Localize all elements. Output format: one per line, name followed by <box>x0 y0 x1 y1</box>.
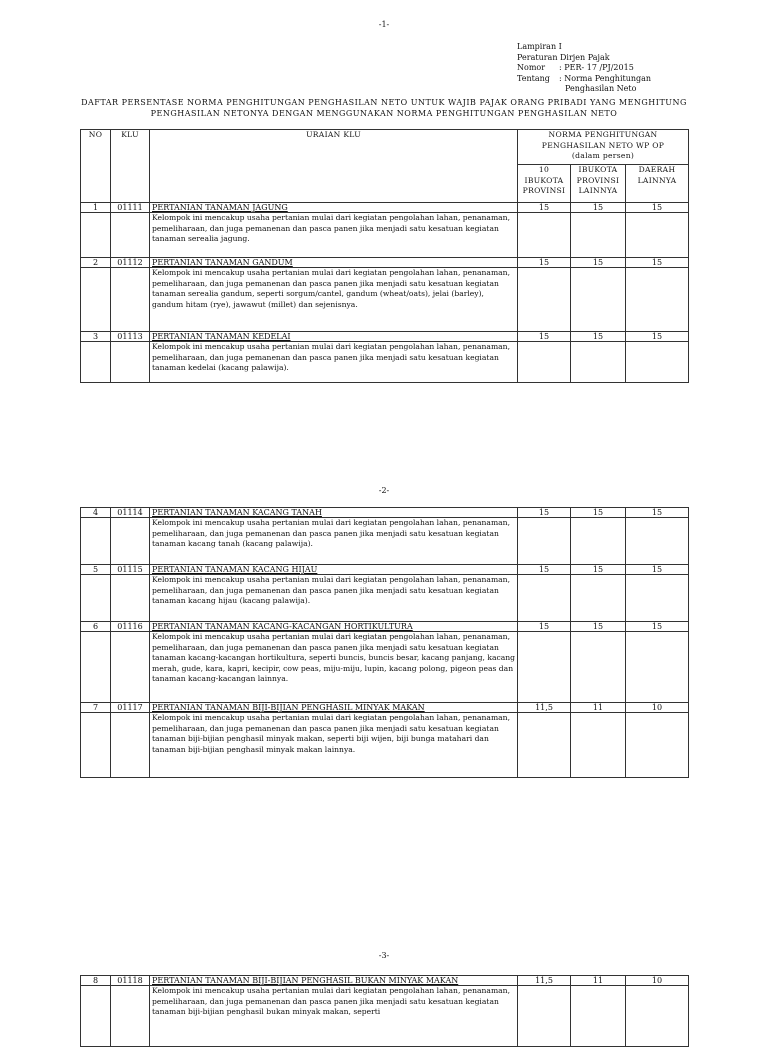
header-col3-line-2: LAINNYA <box>637 175 677 185</box>
table-row <box>81 332 689 342</box>
table-row-desc <box>81 518 689 565</box>
page-number: -3- <box>378 951 390 960</box>
header-col1-line-1: 10 <box>538 165 550 174</box>
document-title-line-2: PENGHASILAN NETONYA DENGAN MENGGUNAKAN NORMA PENGHITUNGAN PENGHASILAN NETO <box>150 109 618 118</box>
table-row-desc <box>81 268 689 332</box>
entry-klu: 01115 <box>111 565 150 575</box>
entry-no: 6 <box>81 622 111 632</box>
entry-description: Kelompok ini mencakup usaha pertanian mulai dari kegiatan pengolahan lahan, penanaman, pemeliharaan, dan juga pemanenan dan pasca panen jika menjadi satu kesatuan kegiatan tanaman biji-bijian penghasil minyak makan, seperti biji wijen, biji bunga matahari dan tanaman biji-bijian penghasil minyak makan lainnya. <box>150 713 518 778</box>
header-norma <box>518 130 689 165</box>
entry-klu: 01113 <box>111 332 150 342</box>
header-klu: KLU <box>111 130 150 203</box>
header-col3-line-1: DAERAH <box>638 165 676 174</box>
klu-table-page-3 <box>80 975 689 1047</box>
entry-klu: 01118 <box>111 976 150 986</box>
entry-description: Kelompok ini mencakup usaha pertanian mulai dari kegiatan pengolahan lahan, penanaman, pemeliharaan, dan juga pemanenan dan pasca panen jika menjadi satu kesatuan kegiatan tanaman serealia jagung. <box>150 213 518 258</box>
entry-klu: 01116 <box>111 622 150 632</box>
entry-name: PERTANIAN TANAMAN KACANG-KACANGAN HORTIKULTURA <box>150 622 518 632</box>
entry-klu: 01117 <box>111 703 150 713</box>
entry-value-3: 10 <box>626 703 689 713</box>
entry-description: Kelompok ini mencakup usaha pertanian mulai dari kegiatan pengolahan lahan, penanaman, pemeliharaan, dan juga pemanenan dan pasca panen jika menjadi satu kesatuan kegiatan tanaman serealia gandum, seperti sorgum/cantel, gandum (wheat/oats), jelai (barley), gandum hitam (rye), jawawut (millet) dan sejenisnya. <box>150 268 518 332</box>
entry-value-3: 15 <box>626 565 689 575</box>
entry-klu: 01114 <box>111 508 150 518</box>
entry-no: 3 <box>81 332 111 342</box>
header-col2-line-1: IBUKOTA <box>578 165 618 174</box>
table-row <box>81 622 689 632</box>
table-row <box>81 508 689 518</box>
entry-no: 8 <box>81 976 111 986</box>
header-col-ibukota-lainnya <box>571 165 626 203</box>
table-row-desc <box>81 632 689 703</box>
header-norma-line-2: PENGHASILAN NETO WP OP <box>541 140 665 150</box>
table-row <box>81 203 689 213</box>
entry-value-2: 15 <box>571 508 626 518</box>
header-col1-line-3: PROVINSI <box>522 186 566 195</box>
klu-table-page-1 <box>80 129 689 383</box>
entry-value-3: 15 <box>626 508 689 518</box>
header-col-daerah-lainnya <box>626 165 689 203</box>
table-row-desc <box>81 986 689 1047</box>
entry-value-3: 15 <box>626 332 689 342</box>
entry-name: PERTANIAN TANAMAN KACANG TANAH <box>150 508 518 518</box>
header-col1-line-2: IBUKOTA <box>524 175 564 185</box>
entry-no: 2 <box>81 258 111 268</box>
entry-name: PERTANIAN TANAMAN BIJI-BIJIAN PENGHASIL MINYAK MAKAN <box>150 703 518 713</box>
entry-value-3: 10 <box>626 976 689 986</box>
entry-name: PERTANIAN TANAMAN GANDUM <box>150 258 518 268</box>
table-row-desc <box>81 575 689 622</box>
entry-value-1: 15 <box>518 508 571 518</box>
entry-value-1: 11,5 <box>518 976 571 986</box>
table-row-desc <box>81 713 689 778</box>
entry-value-3: 15 <box>626 258 689 268</box>
entry-value-1: 15 <box>518 203 571 213</box>
table-row <box>81 703 689 713</box>
entry-value-1: 15 <box>518 258 571 268</box>
entry-value-2: 11 <box>571 703 626 713</box>
header-uraian: URAIAN KLU <box>150 130 518 203</box>
entry-value-3: 15 <box>626 203 689 213</box>
entry-name: PERTANIAN TANAMAN KACANG HIJAU <box>150 565 518 575</box>
header-norma-line-1: NORMA PENGHITUNGAN <box>548 130 658 139</box>
tentang-label: Tentang <box>517 73 550 83</box>
klu-table-page-2 <box>80 507 689 778</box>
header-norma-line-3: (dalam persen) <box>571 151 635 160</box>
entry-value-2: 11 <box>571 976 626 986</box>
entry-value-1: 11,5 <box>518 703 571 713</box>
header-no: NO <box>81 130 111 203</box>
table-row-desc <box>81 213 689 258</box>
entry-no: 4 <box>81 508 111 518</box>
document-title <box>80 97 688 119</box>
page-number: -1- <box>378 20 390 29</box>
entry-no: 5 <box>81 565 111 575</box>
table-row-desc <box>81 342 689 383</box>
entry-value-1: 15 <box>518 332 571 342</box>
header-col2-line-3: LAINNYA <box>578 186 618 195</box>
entry-value-1: 15 <box>518 622 571 632</box>
table-row <box>81 565 689 575</box>
entry-value-3: 15 <box>626 622 689 632</box>
entry-value-2: 15 <box>571 332 626 342</box>
entry-no: 7 <box>81 703 111 713</box>
entry-value-1: 15 <box>518 565 571 575</box>
header-col-10-ibukota <box>518 165 571 203</box>
tentang-value: : Norma Penghitungan <box>559 73 652 83</box>
entry-name: PERTANIAN TANAMAN JAGUNG <box>150 203 518 213</box>
tentang-value-cont: Penghasilan Neto <box>565 84 637 93</box>
entry-description: Kelompok ini mencakup usaha pertanian mulai dari kegiatan pengolahan lahan, penanaman, pemeliharaan, dan juga pemanenan dan pasca panen jika menjadi satu kesatuan kegiatan tanaman kacang tanah (kacang palawija). <box>150 518 518 565</box>
entry-klu: 01111 <box>111 203 150 213</box>
entry-description: Kelompok ini mencakup usaha pertanian mulai dari kegiatan pengolahan lahan, penanaman, pemeliharaan, dan juga pemanenan dan pasca panen jika menjadi satu kesatuan kegiatan tanaman kacang hijau (kacang palawija). <box>150 575 518 622</box>
lampiran-title: Lampiran I <box>517 42 562 51</box>
entry-value-2: 15 <box>571 203 626 213</box>
entry-description: Kelompok ini mencakup usaha pertanian mulai dari kegiatan pengolahan lahan, penanaman, pemeliharaan, dan juga pemanenan dan pasca panen jika menjadi satu kesatuan kegiatan tanaman kacang-kacangan hortikultura, seperti buncis, buncis besar, kacang panjang, kacang merah, gude, kara, kapri, kecipir, cow peas, miju-miju, lupin, kacang polong, pigeon peas dan tanaman kacang-kacangan lainnya. <box>150 632 518 703</box>
entry-name: PERTANIAN TANAMAN BIJI-BIJIAN PENGHASIL BUKAN MINYAK MAKAN <box>150 976 518 986</box>
entry-description: Kelompok ini mencakup usaha pertanian mulai dari kegiatan pengolahan lahan, penanaman, pemeliharaan, dan juga pemanenan dan pasca panen jika menjadi satu kesatuan kegiatan tanaman biji-bijian penghasil bukan minyak makan, seperti <box>150 986 518 1047</box>
entry-no: 1 <box>81 203 111 213</box>
lampiran-block <box>517 42 651 95</box>
entry-name: PERTANIAN TANAMAN KEDELAI <box>150 332 518 342</box>
entry-value-2: 15 <box>571 258 626 268</box>
entry-value-2: 15 <box>571 565 626 575</box>
header-col2-line-2: PROVINSI <box>576 175 620 185</box>
document-title-line-1: DAFTAR PERSENTASE NORMA PENGHITUNGAN PENGHASILAN NETO UNTUK WAJIB PAJAK ORANG PRIBADI YANG MENGHITUNG <box>81 98 687 107</box>
table-row <box>81 976 689 986</box>
page-number: -2- <box>378 486 390 495</box>
nomor-value: : PER- 17 /PJ/2015 <box>559 63 634 72</box>
nomor-label: Nomor <box>517 63 546 72</box>
entry-klu: 01112 <box>111 258 150 268</box>
lampiran-subtitle: Peraturan Dirjen Pajak <box>517 52 610 62</box>
entry-value-2: 15 <box>571 622 626 632</box>
table-row <box>81 258 689 268</box>
entry-description: Kelompok ini mencakup usaha pertanian mulai dari kegiatan pengolahan lahan, penanaman, pemeliharaan, dan juga pemanenan dan pasca panen jika menjadi satu kesatuan kegiatan tanaman kedelai (kacang palawija). <box>150 342 518 383</box>
